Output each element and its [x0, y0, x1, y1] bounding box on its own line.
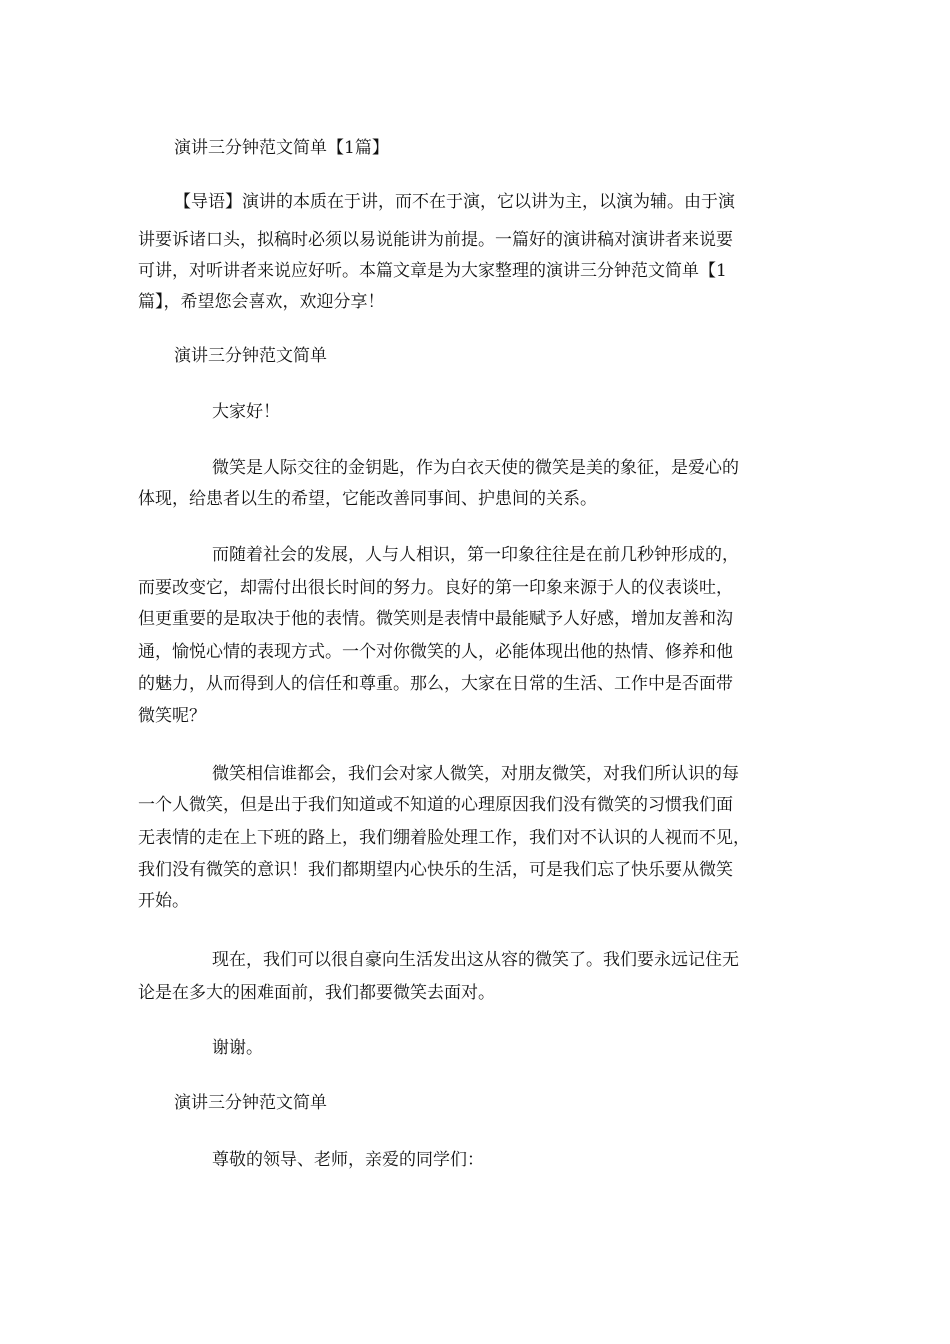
intro-line-1: 【导语】演讲的本质在于讲，而不在于演，它以讲为主，以演为辅。由于演 [174, 192, 735, 212]
paragraph-3-line-3: 无表情的走在上下班的路上，我们绷着脸处理工作，我们对不认识的人视而不见， [138, 828, 750, 848]
section-heading: 演讲三分钟范文简单 [174, 346, 327, 366]
paragraph-3-line-1: 微笑相信谁都会，我们会对家人微笑，对朋友微笑，对我们所认识的每 [212, 764, 739, 784]
paragraph-3-line-2: 一个人微笑，但是出于我们知道或不知道的心理原因我们没有微笑的习惯我们面 [138, 795, 733, 815]
paragraph-4-line-1: 现在，我们可以很自豪向生活发出这从容的微笑了。我们要永远记住无 [212, 950, 739, 970]
greeting: 大家好！ [212, 402, 280, 422]
paragraph-3-line-5: 开始。 [138, 891, 189, 911]
paragraph-2-line-2: 而要改变它，却需付出很长时间的努力。良好的第一印象来源于人的仪表谈吐， [138, 578, 733, 598]
paragraph-3-line-4: 我们没有微笑的意识！我们都期望内心快乐的生活，可是我们忘了快乐要从微笑 [138, 860, 733, 880]
paragraph-2-line-3: 但更重要的是取决于他的表情。微笑则是表情中最能赋予人好感，增加友善和沟 [138, 609, 733, 629]
paragraph-2-line-6: 微笑呢？ [138, 706, 206, 726]
paragraph-4-line-2: 论是在多大的困难面前，我们都要微笑去面对。 [138, 983, 495, 1003]
closing: 谢谢。 [212, 1038, 263, 1058]
document-title: 演讲三分钟范文简单【1篇】 [174, 138, 389, 158]
paragraph-2-line-4: 通，愉悦心情的表现方式。一个对你微笑的人，必能体现出他的热情、修养和他 [138, 642, 733, 662]
paragraph-1-line-2: 体现，给患者以生的希望，它能改善同事间、护患间的关系。 [138, 489, 597, 509]
intro-line-3: 可讲，对听讲者来说应好听。本篇文章是为大家整理的演讲三分钟范文简单【1 [138, 261, 727, 281]
intro-line-4: 篇】，希望您会喜欢，欢迎分享！ [138, 292, 385, 312]
paragraph-2-line-1: 而随着社会的发展，人与人相识，第一印象往往是在前几秒钟形成的， [212, 545, 739, 565]
intro-line-2: 讲要诉诸口头，拟稿时必须以易说能讲为前提。一篇好的演讲稿对演讲者来说要 [138, 230, 733, 250]
paragraph-2-line-5: 的魅力，从而得到人的信任和尊重。那么，大家在日常的生活、工作中是否面带 [138, 674, 733, 694]
section-heading-2: 演讲三分钟范文简单 [174, 1093, 327, 1113]
section-2-greeting: 尊敬的领导、老师，亲爱的同学们： [212, 1150, 484, 1170]
paragraph-1-line-1: 微笑是人际交往的金钥匙，作为白衣天使的微笑是美的象征，是爱心的 [212, 458, 739, 478]
